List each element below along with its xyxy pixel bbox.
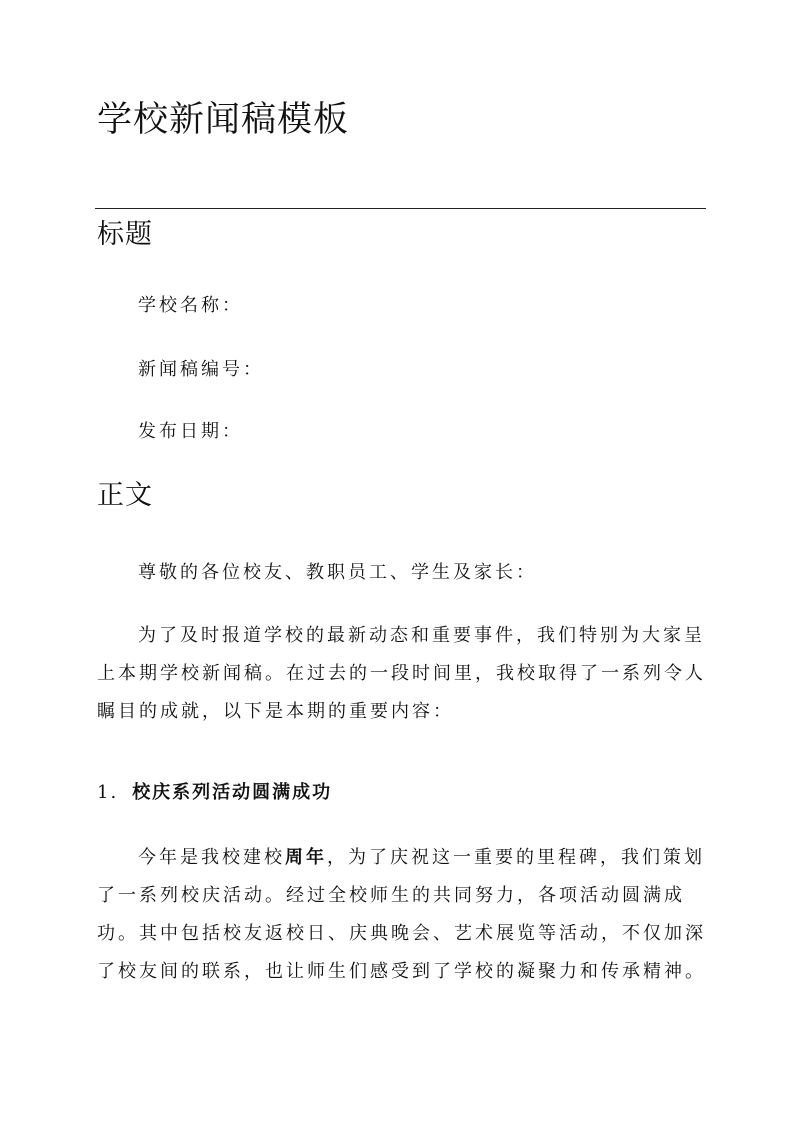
news-item-heading [97, 780, 332, 806]
news-item-text-before: 今年是我校建校 [138, 847, 285, 868]
news-item-number: 1. [97, 782, 119, 803]
news-item-title: 校庆系列活动圆满成功 [132, 782, 333, 803]
school-name-label: 学校名称： [138, 295, 243, 316]
news-item-text-after: ，为了庆祝这一重要的里程碑，我们策划了一系列校庆活动。经过全校师生的共同努力，各项活动圆满成功。其中包括校友返校日、庆典晚会、艺术展览等活动，不仅加深了校友间的联系，也让师生们感受到了学校的凝聚力和传承精神。 [97, 847, 706, 982]
intro-paragraph: 为了及时报道学校的最新动态和重要事件，我们特别为大家呈上本期学校新闻稿。在过去的一段时间里，我校取得了一系列令人瞩目的成就，以下是本期的重要内容： [97, 625, 706, 722]
document-title: 学校新闻稿模板 [97, 100, 350, 140]
greeting-paragraph: 尊敬的各位校友、教职员工、学生及家长： [138, 562, 537, 583]
title-divider [95, 208, 706, 209]
news-item-paragraph [97, 839, 717, 991]
news-item-text-bold: 周年 [285, 847, 327, 868]
press-release-number-label: 新闻稿编号： [138, 359, 264, 380]
section-heading-body: 正文 [97, 480, 153, 511]
publish-date-label: 发布日期： [138, 421, 243, 442]
section-heading-title: 标题 [97, 219, 153, 250]
